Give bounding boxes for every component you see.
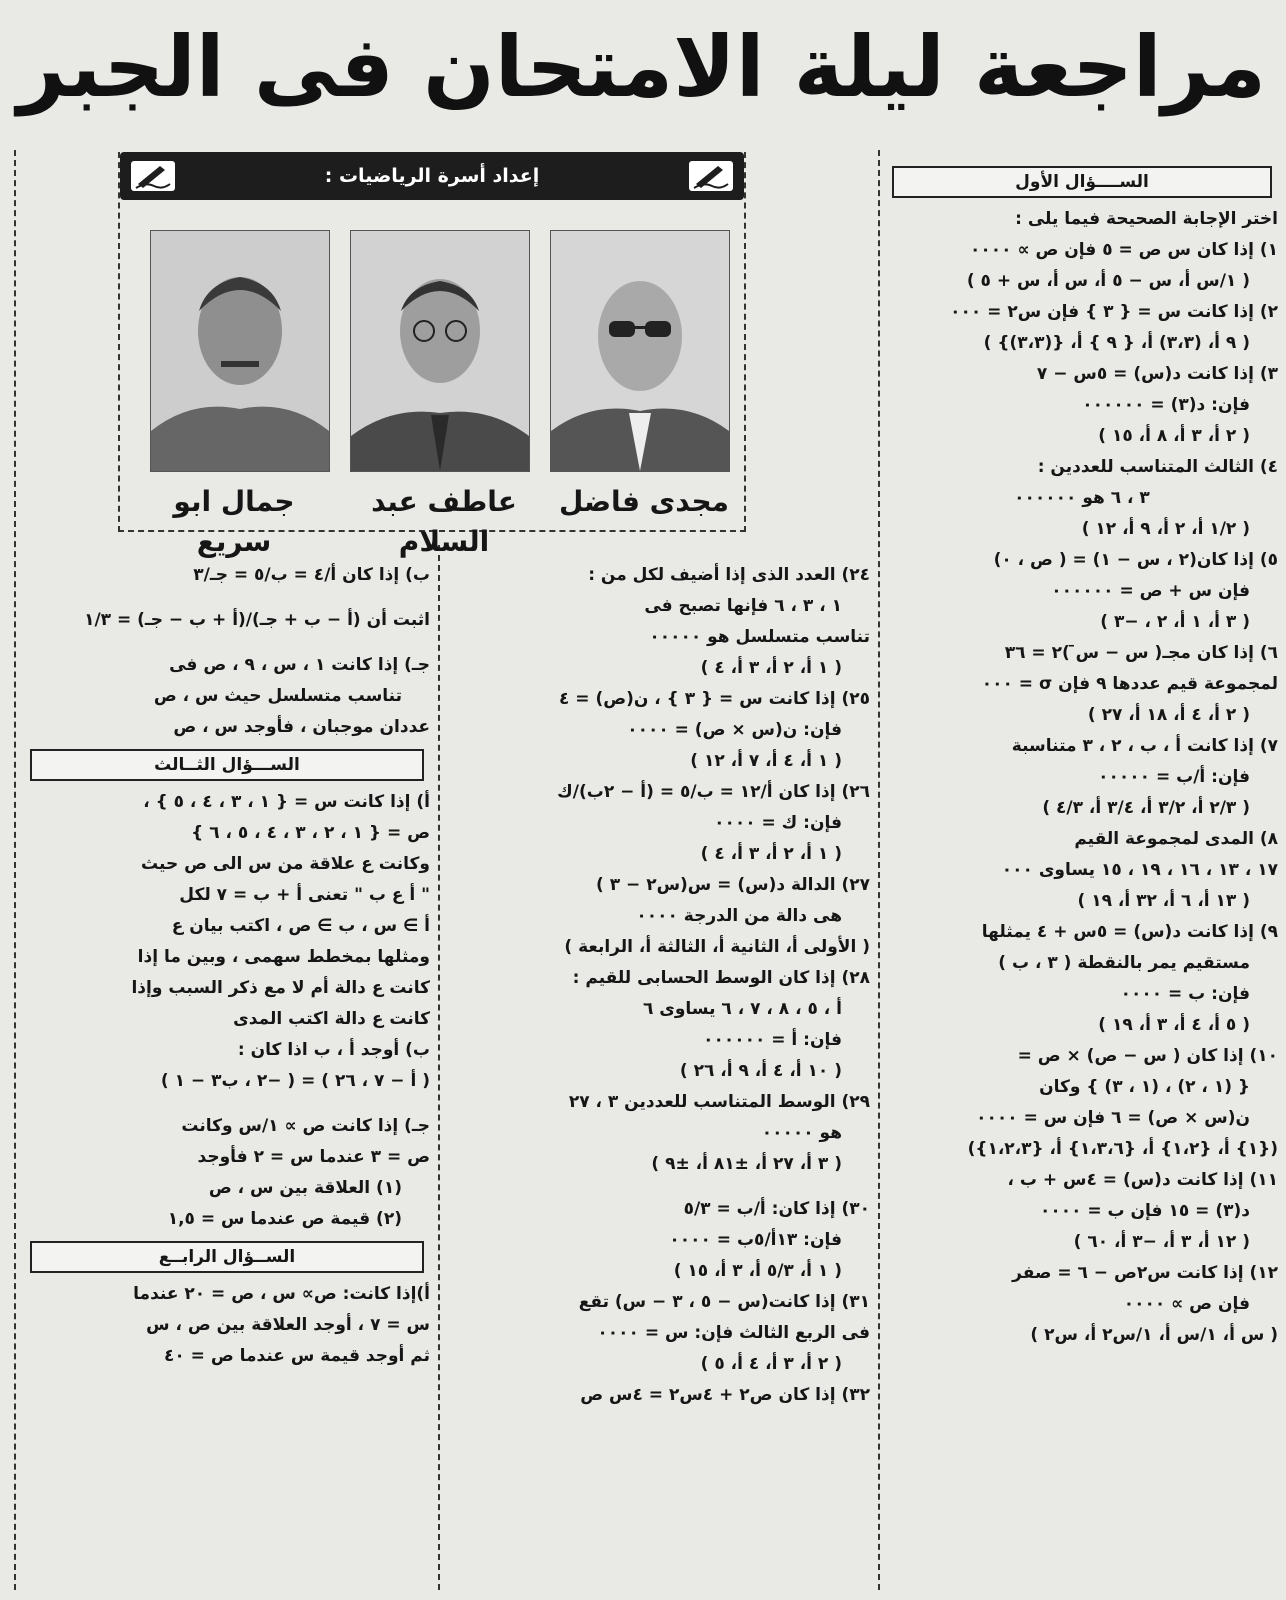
question-four-header: الســؤال الرابــع: [30, 1241, 424, 1273]
question-three-header: الســـؤال الثــالث: [30, 749, 424, 781]
text-line: ( ٢ أ، ٣ أ، ٨ أ، ١٥ ): [1098, 426, 1250, 446]
text-line: ( ٢ أ، ٤ أ، ١٨ أ، ٢٧ ): [1087, 705, 1250, 725]
author-photo-3: [150, 230, 330, 472]
question-one-header: الســــؤال الأول: [892, 166, 1272, 198]
spacer: [24, 1097, 430, 1111]
text-line: فإن: د(٣) = ٠٠٠٠٠٠: [1082, 395, 1250, 415]
text-line: كانت ع دالة اكتب المدى: [233, 1009, 430, 1029]
text-line: هو ٠٠٠٠٠: [761, 1123, 842, 1143]
author-photo-2: [350, 230, 530, 472]
page-title: مراجعة ليلة الامتحان فى الجبر: [17, 18, 1266, 116]
text-line: تناسب متسلسل هو ٠٠٠٠٠: [649, 627, 870, 647]
text-line: ٢) إذا كانت س = { ٣ } فإن س٢ = ٠٠٠: [950, 302, 1278, 322]
text-line: أ ∋ س ، ب ∋ ص ، اكتب بيان ع: [171, 916, 430, 936]
text-line: فإن: أ/ب = ٠٠٠٠٠: [1098, 767, 1250, 787]
spacer: [24, 591, 430, 605]
text-line: كانت ع دالة أم لا مع ذكر السبب وإذا: [131, 978, 430, 998]
text-line: ( ٩ أ، (٣،٣) أ، { ٩ } أ، {(٣،٣)} ): [983, 333, 1250, 353]
text-line: د(٣) = ١٥ فإن ب = ٠٠٠٠: [1039, 1201, 1250, 1221]
text-line: ( ٥ أ، ٤ أ، ٣ أ، ١٩ ): [1098, 1015, 1250, 1035]
text-line: عددان موجبان ، فأوجد س ، ص: [173, 717, 430, 737]
text-line: ن(س × ص) = ٦ فإن س = ٠٠٠٠: [976, 1108, 1250, 1128]
text-line: ٢٧) الدالة د(س) = س(س٢ − ٣ ): [596, 875, 870, 895]
text-line: ( أ − ٧ ، ٢٦ ) = ( −٢ ، ب٣ − ١ ): [160, 1071, 430, 1091]
author-name-3: جمال ابو سريع: [173, 485, 295, 558]
text-line: هى دالة من الدرجة ٠٠٠٠: [636, 906, 842, 926]
text-line: فإن: أ = ٠٠٠٠٠٠: [703, 1030, 842, 1050]
text-line: ومثلها بمخطط سهمى ، وبين ما إذا: [137, 947, 430, 967]
text-line: فإن: ١٣أ/٥ب = ٠٠٠٠: [669, 1230, 842, 1250]
text-line: ٤) الثالث المتناسب للعددين :: [1037, 457, 1278, 477]
text-line: ( ١/٢ أ، ٢ أ، ٩ أ، ١٢ ): [1081, 519, 1250, 539]
text-line: ب) أوجد أ ، ب اذا كان :: [237, 1040, 430, 1060]
text-line: ( ١/س أ، س − ٥ أ، س أ، س + ٥ ): [966, 271, 1250, 291]
author-name-1: مجدى فاضل: [559, 485, 729, 518]
text-line: فإن: ب = ٠٠٠٠: [1120, 984, 1250, 1004]
text-line: ( ١٠ أ، ٤ أ، ٩ أ، ٢٦ ): [679, 1061, 842, 1081]
question-one-column: [886, 160, 1278, 1351]
text-line: فى الربع الثالث فإن: س = ٠٠٠٠: [597, 1323, 870, 1343]
text-line: ٢٦) إذا كان أ/١٢ = ب/٥ = (أ − ٢ب)/ك: [557, 782, 870, 802]
text-line: أ)إذا كانت: ص∝ س ، ص = ٢٠ عندما: [133, 1284, 430, 1304]
pen-writing-icon: [688, 160, 734, 192]
column-divider-middle: [438, 545, 440, 1590]
text-line: ( ٢/٣ أ، ٣/٢ أ، ٣/٤ أ، ٤/٣ ): [1042, 798, 1250, 818]
text-line: فإن: ن(س × ص) = ٠٠٠٠: [627, 720, 842, 740]
text-line: ثم أوجد قيمة س عندما ص = ٤٠: [163, 1346, 430, 1366]
text-line: ( ١ أ، ٥/٣ أ، ٣ أ، ١٥ ): [673, 1261, 842, 1281]
spacer: [446, 1180, 870, 1194]
text-line: " أ ع ب " تعنى أ + ب = ٧ لكل: [179, 885, 430, 905]
text-line: اثبت أن (أ − ب + جـ)/(أ + ب − جـ) = ١/٣: [84, 610, 430, 630]
column-divider-right: [878, 150, 880, 1590]
authors-box: [118, 152, 746, 558]
text-line: ( ١ أ، ٢ أ، ٣ أ، ٤ ): [700, 844, 842, 864]
pen-writing-icon: [130, 160, 176, 192]
text-line: س = ٧ ، أوجد العلاقة بين ص ، س: [146, 1315, 430, 1335]
text-line: { (١ ، ٢) ، (١ ، ٣) } وكان: [1039, 1077, 1250, 1097]
text-line: مستقيم يمر بالنقطة ( ٣ ، ب ): [998, 953, 1250, 973]
middle-column: [446, 560, 870, 1411]
text-line: ص = ٣ عندما س = ٢ فأوجد: [197, 1147, 430, 1167]
text-line: ١٢) إذا كانت س٢ص − ٦ = صفر: [1012, 1263, 1278, 1283]
text-line: (١) العلاقة بين س ، ص: [208, 1178, 402, 1198]
text-line: ( ١٣ أ، ٦ أ، ٣٢ أ، ١٩ ): [1077, 891, 1250, 911]
spacer: [24, 636, 430, 650]
text-line: ( ١ أ، ٤ أ، ٧ أ، ١٢ ): [690, 751, 842, 771]
text-line: ١ ، ٣ ، ٦ فإنها تصبح فى: [644, 596, 842, 616]
text-line: ١١) إذا كانت د(س) = ٤س + ب ،: [1007, 1170, 1278, 1190]
text-line: ٦) إذا كان مجـ( س − س̄ )٢ = ٣٦: [1004, 643, 1278, 663]
text-line: ٢٥) إذا كانت س = { ٣ } ، ن(ص) = ٤: [559, 689, 870, 709]
text-line: جـ) إذا كانت ص ∝ ١/س وكانت: [181, 1116, 430, 1136]
text-line: ٩) إذا كانت د(س) = ٥س + ٤ يمثلها: [981, 922, 1278, 942]
text-line: ١٠) إذا كان ( س − ص) × ص =: [1017, 1046, 1278, 1066]
text-line: ( ١٢ أ، ٣ أ، −٣ أ، ٦٠ ): [1073, 1232, 1250, 1252]
text-line: ٣٠) إذا كان: أ/ب = ٥/٣: [683, 1199, 870, 1219]
text-line: فإن ص ∝ ٠٠٠٠: [1123, 1294, 1250, 1314]
text-line: ( س أ، ١/س أ، ١/س٢ أ، س٢ ): [1030, 1325, 1278, 1345]
text-line: أ) إذا كانت س = { ١ ، ٣ ، ٤ ، ٥ } ،: [143, 792, 430, 812]
text-line: ٨) المدى لمجموعة القيم: [1074, 829, 1278, 849]
text-line: ١٧ ، ١٣ ، ١٦ ، ١٩ ، ١٥ يساوى ٠٠٠: [1001, 860, 1278, 880]
text-line: ٥) إذا كان(٢ ، س − ١) = ( ص ، ٠): [993, 550, 1278, 570]
text-line: ١) إذا كان س ص = ٥ فإن ص ∝ ٠٠٠٠: [970, 240, 1278, 260]
text-line: أ ، ٥ ، ٨ ، ٧ ، ٦ يساوى ٦: [642, 999, 842, 1019]
text-line: ( ٣ أ، ٢٧ أ، ±٨١ أ، ±٩ ): [651, 1154, 842, 1174]
author-name-2: عاطف عبد السلام: [371, 485, 517, 558]
text-line: ٧) إذا كانت أ ، ب ، ٢ ، ٣ متناسبة: [1011, 736, 1278, 756]
text-line: ( الأولى أ، الثانية أ، الثالثة أ، الرابعة ): [564, 937, 870, 957]
text-line: ({١} أ، {١،٢} أ، {١،٣،٦} أ، {١،٢،٣}): [967, 1139, 1278, 1159]
text-line: تناسب متسلسل حيث س ، ص: [153, 686, 402, 706]
text-line: جـ) إذا كانت ١ ، س ، ٩ ، ص فى: [169, 655, 430, 675]
text-line: لمجموعة قيم عددها ٩ فإن σ = ٠٠٠: [981, 674, 1278, 694]
page-divider-left: [14, 150, 16, 1590]
text-line: اختر الإجابة الصحيحة فيما يلى :: [1015, 209, 1278, 229]
text-line: ب) إذا كان أ/٤ = ب/٥ = جـ/٣: [193, 565, 430, 585]
text-line: ٣) إذا كانت د(س) = ٥س − ٧: [1036, 364, 1278, 384]
text-line: ( ٢ أ، ٣ أ، ٤ أ، ٥ ): [700, 1354, 842, 1374]
text-line: فإن س + ص = ٠٠٠٠٠٠: [1051, 581, 1250, 601]
left-column: [24, 560, 430, 1372]
text-line: ( ٣ أ، ١ أ، ٢ ، −٣ ): [1100, 612, 1250, 632]
text-line: ٢٨) إذا كان الوسط الحسابى للقيم :: [572, 968, 870, 988]
text-line: ( ١ أ، ٢ أ، ٣ أ، ٤ ): [700, 658, 842, 678]
text-line: ٣٢) إذا كان ص٢ + ٤س٢ = ٤س ص: [580, 1385, 870, 1405]
text-line: فإن: ك = ٠٠٠٠: [714, 813, 842, 833]
text-line: ٢٩) الوسط المتناسب للعددين ٣ ، ٢٧: [568, 1092, 870, 1112]
text-line: وكانت ع علاقة من س الى ص حيث: [141, 854, 430, 874]
text-line: (٢) قيمة ص عندما س = ١,٥: [167, 1209, 402, 1229]
text-line: ص = { ١ ، ٢ ، ٣ ، ٤ ، ٥ ، ٦ }: [191, 823, 430, 843]
text-line: ٣١) إذا كانت(س − ٥ ، ٣ − س) تقع: [578, 1292, 870, 1312]
text-line: ٢٤) العدد الذى إذا أضيف لكل من :: [588, 565, 870, 585]
authors-heading-bar: [120, 152, 744, 200]
author-photo-1: [550, 230, 730, 472]
authors-heading: إعداد أسرة الرياضيات :: [324, 165, 540, 187]
text-line: ٣ ، ٦ هو ٠٠٠٠٠٠: [1014, 488, 1150, 508]
